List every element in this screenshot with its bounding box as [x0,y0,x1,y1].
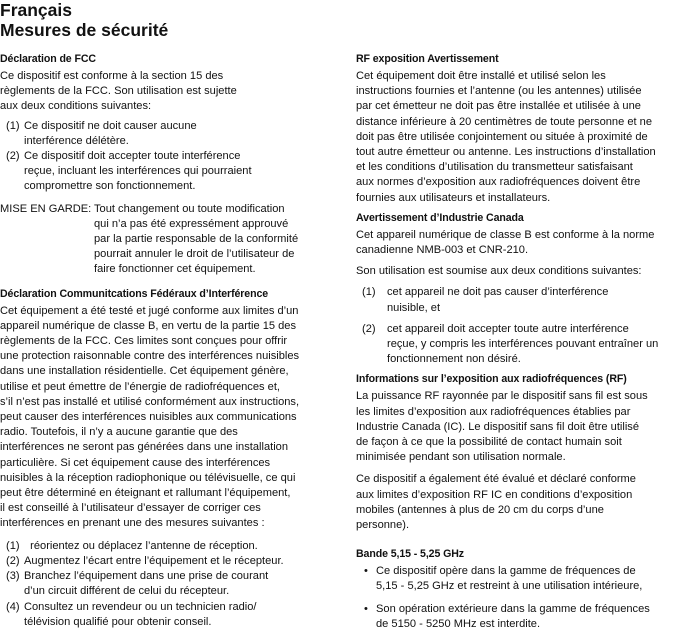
body-line: fournies aux utilisateurs et installateurs. [356,191,551,204]
body-line: peut être déterminé en éteignant et rallumant l’équipement, [0,487,291,500]
body-line: s’il n’est pas installé et utilisé conformément aux instructions, [0,395,300,408]
body-line: tout autre émetteur ou antenne. Les instructions d’installation [356,146,656,159]
warning-line: qui n’a pas été expressément approuvé [94,217,289,230]
rf-info-heading: Informations sur l’exposition aux radiofréquences (RF) [356,373,627,386]
canada-body [356,228,684,258]
warning-line: par la partie responsable de la conformité [94,233,299,246]
list-text [24,149,332,195]
band-bullet-list [356,564,684,632]
body-line: doit pas être utilisée conjointement ou située à proximité de [356,130,648,143]
body-line: personne). [356,519,410,532]
federal-body [0,304,332,532]
list-item [0,119,332,149]
list-item [356,285,684,315]
list-line: Branchez l’équipement dans une prise de courant [24,570,269,583]
body-line: mobiles (antennes à plus de 20 cm du corps d’une [356,503,604,516]
list-line: nuisible, et [387,301,441,314]
list-line: reçue, incluant les interférences qui pourraient [24,165,252,178]
body-line: les limites d’exposition aux radiofréquences établies par [356,405,631,418]
list-item [356,564,684,594]
fcc-heading: Déclaration de FCC [0,53,96,65]
body-line: une protection raisonnable contre des interférences nuisibles [0,350,300,363]
language-heading: Français [0,0,72,20]
body-line: de façon à ce que la possibilité de contact humain soit [356,436,622,449]
body-line: et les conditions d’utilisation du transmetteur satisfaisant [356,161,633,174]
body-line: aux limites d’exposition RF IC en conditions d’exposition [356,488,633,501]
body-line: radio. Toutefois, il n’y a aucune garantie que des [0,426,238,439]
body-line: dans une installation résidentielle. Cet équipement génère, [0,365,289,378]
list-line: cet appareil ne doit pas causer d’interférence [387,286,609,299]
list-text [24,569,332,599]
list-line: télévision qualifié pour obtenir conseil. [24,615,212,628]
list-item [0,539,332,554]
list-number: (4) [6,600,20,613]
list-text [387,322,684,368]
bullet-icon: • [364,565,368,578]
fcc-intro-line: Ce dispositif est conforme à la section 15 des [0,70,224,82]
warning-line: Tout changement ou toute modification [94,202,285,215]
list-item [0,554,332,569]
body-line: règlements de la FCC. Ces limites sont conçues pour offrir [0,335,288,348]
federal-measures-list [0,539,332,630]
page-title [0,0,168,40]
list-line: cet appareil doit accepter toute autre interférence [387,322,629,335]
left-column [0,52,332,630]
list-line: Ce dispositif opère dans la gamme de fréquences de [376,565,636,578]
warning-line: pourrait annuler le droit de l’utilisateur de [94,248,295,261]
warning-label: MISE EN GARDE: [0,202,92,215]
list-number: (1) [6,119,20,132]
warning-line: faire fonctionner cet équipement. [94,263,256,276]
body-line: Cet appareil numérique de classe B est conforme à la norme [356,228,655,241]
list-line: d’un circuit différent de celui du récepteur. [24,585,230,598]
rf-body [356,69,684,206]
list-item [0,600,332,630]
list-line: Consultez un revendeur ou un technicien radio/ [24,600,257,613]
list-line: Ce dispositif doit accepter toute interférence [24,150,241,163]
body-line: aux normes d’exposition aux radiofréquences doivent être [356,176,641,189]
body-line: minimisée pendant son utilisation normale. [356,451,566,464]
list-item [0,569,332,599]
bullet-icon: • [364,602,368,615]
canada-heading: Avertissement d’Industrie Canada [356,211,524,224]
section-title: Mesures de sécurité [0,20,169,40]
list-line: de 5150 - 5250 MHz est interdite. [376,617,541,630]
list-line: interférence délétère. [24,134,129,147]
rf-heading: RF exposition Avertissement [356,53,499,65]
body-line: peut causer des interférences nuisibles aux communications [0,411,297,424]
band-heading: Bande 5,15 - 5,25 GHz [356,548,465,561]
list-text [24,119,332,149]
body-line: nuisibles à la réception radiophonique ou télévisuelle, ce qui [0,471,296,484]
list-number: (1) [362,286,376,299]
warning-block [0,202,332,278]
federal-heading: Déclaration Communitcations Fédéraux d’Interférence [0,287,269,300]
list-line: reçue, y compris les interférences pouvant entraîner un [387,338,659,351]
right-column [356,52,684,632]
fcc-intro-line: règlements de la FCC. Son utilisation est sujette [0,85,237,98]
warning-text [94,202,332,278]
list-line: Son opération extérieure dans la gamme de fréquences [376,602,650,615]
body-line: il est conseillé à l’utilisateur d’essayer de corriger ces [0,502,261,515]
list-line: 5,15 - 5,25 GHz et restreint à une utilisation intérieure, [376,580,643,593]
list-text [387,285,684,315]
body-line: interférences en prenant une des mesures suivantes : [0,517,265,530]
list-item [356,602,684,632]
body-line: appareil numérique de classe B, en vertu de la partie 15 des [0,319,297,332]
fcc-intro [0,69,332,115]
list-number: (3) [6,570,20,583]
body-line: particulière. Si cet équipement cause des interférences [0,456,271,469]
list-line: Ce dispositif ne doit causer aucune [24,119,197,132]
list-line: réorientez ou déplacez l’antenne de réception. [24,539,258,552]
rf-info-body [356,389,684,465]
list-number: (2) [6,150,20,163]
body-line: canadienne NMB-003 et CNR-210. [356,244,529,257]
list-number: (2) [6,554,20,567]
list-text [376,564,684,594]
body-line: Cet équipement doit être installé et utilisé selon les [356,70,606,82]
list-text [24,600,332,630]
list-line: Augmentez l’écart entre l’équipement et le récepteur. [24,554,284,567]
list-number: (2) [362,322,376,335]
body-line: par cet émetteur ne doit pas être installée et utilisée à une [356,100,641,113]
body-line: distance inférieure à 20 centimètres de toute personne et ne [356,115,653,128]
body-line: interférences ne seront pas générées dans une installation [0,441,289,454]
body-line: Industrie Canada (IC). Le dispositif sans fil doit être utilisé [356,420,640,433]
body-line: instructions fournies et l’antenne (ou les antennes) utilisée [356,85,642,98]
body-line: utilise et peut émettre de l’énergie de radiofréquences et, [0,380,280,393]
body-line: Cet équipement a été testé et jugé conforme aux limites d’un [0,304,299,317]
body-line: La puissance RF rayonnée par le dispositif sans fil est sous [356,390,648,403]
list-line: fonctionnement non désiré. [387,353,521,366]
canada-conditions-list [356,285,684,367]
rf-info-body-2 [356,472,684,533]
fcc-intro-line: aux deux conditions suivantes: [0,100,152,113]
body-line: Ce dispositif a également été évalué et déclaré conforme [356,473,636,486]
canada-conditions-intro: Son utilisation est soumise aux deux conditions suivantes: [356,265,642,278]
list-line: compromettre son fonctionnement. [24,180,196,193]
list-number: (1) [6,539,20,552]
fcc-conditions-list [0,119,332,195]
list-item [356,322,684,368]
list-item [0,149,332,195]
list-text [376,602,684,632]
